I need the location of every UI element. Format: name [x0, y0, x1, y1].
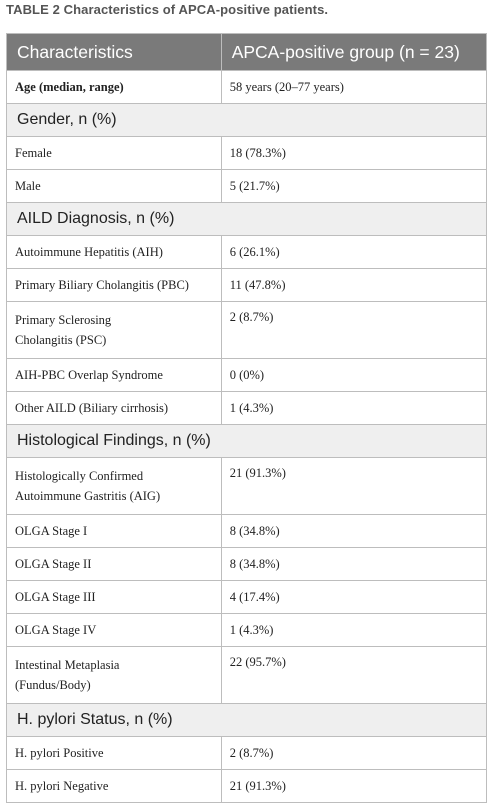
row-value: 0 (0%) [221, 359, 486, 392]
table-row [7, 614, 487, 647]
column-header-characteristics: Characteristics [7, 34, 222, 71]
row-label [7, 458, 222, 515]
section-header-hpylori [7, 704, 487, 737]
table-row [7, 302, 487, 359]
row-label-age: Age (median, range) [7, 71, 222, 104]
row-value: 8 (34.8%) [221, 548, 486, 581]
table-row [7, 71, 487, 104]
table-row [7, 458, 487, 515]
row-label-line: (Fundus/Body) [15, 678, 91, 692]
row-value-age: 58 years (20–77 years) [221, 71, 486, 104]
row-label: OLGA Stage III [7, 581, 222, 614]
table-row [7, 647, 487, 704]
row-label [7, 647, 222, 704]
section-title: Histological Findings, n (%) [7, 425, 487, 458]
row-value: 22 (95.7%) [221, 647, 486, 704]
row-value: 21 (91.3%) [221, 770, 486, 803]
row-value: 18 (78.3%) [221, 137, 486, 170]
section-header-aild [7, 203, 487, 236]
row-label-line: Cholangitis (PSC) [15, 333, 107, 347]
column-header-apca-positive: APCA-positive group (n = 23) [221, 34, 486, 71]
row-label-line: Autoimmune Gastritis (AIG) [15, 489, 161, 503]
row-value: 21 (91.3%) [221, 458, 486, 515]
table-row [7, 269, 487, 302]
row-value: 1 (4.3%) [221, 614, 486, 647]
section-header-gender [7, 104, 487, 137]
table-row [7, 515, 487, 548]
section-header-histology [7, 425, 487, 458]
table-row [7, 581, 487, 614]
row-value: 2 (8.7%) [221, 302, 486, 359]
row-value: 2 (8.7%) [221, 737, 486, 770]
row-value: 11 (47.8%) [221, 269, 486, 302]
row-label: Autoimmune Hepatitis (AIH) [7, 236, 222, 269]
row-label: Male [7, 170, 222, 203]
row-label: Other AILD (Biliary cirrhosis) [7, 392, 222, 425]
table-row [7, 392, 487, 425]
row-label: OLGA Stage IV [7, 614, 222, 647]
characteristics-table [6, 33, 487, 803]
row-label: Female [7, 137, 222, 170]
row-label [7, 302, 222, 359]
table-row [7, 170, 487, 203]
row-label: OLGA Stage II [7, 548, 222, 581]
table-row [7, 548, 487, 581]
row-value: 8 (34.8%) [221, 515, 486, 548]
section-title: H. pylori Status, n (%) [7, 704, 487, 737]
row-label: Primary Biliary Cholangitis (PBC) [7, 269, 222, 302]
row-label: AIH-PBC Overlap Syndrome [7, 359, 222, 392]
table-caption: TABLE 2 Characteristics of APCA-positive patients. [6, 2, 329, 17]
table-row [7, 236, 487, 269]
row-value: 1 (4.3%) [221, 392, 486, 425]
row-value: 5 (21.7%) [221, 170, 486, 203]
section-title: Gender, n (%) [7, 104, 487, 137]
table-row [7, 737, 487, 770]
row-label: H. pylori Positive [7, 737, 222, 770]
section-title: AILD Diagnosis, n (%) [7, 203, 487, 236]
row-value: 6 (26.1%) [221, 236, 486, 269]
row-label-line: Intestinal Metaplasia [15, 658, 120, 672]
row-label-line: Histologically Confirmed [15, 469, 144, 483]
table-row [7, 137, 487, 170]
row-label: OLGA Stage I [7, 515, 222, 548]
row-label-line: Primary Sclerosing [15, 313, 112, 327]
table-row [7, 359, 487, 392]
table-row [7, 770, 487, 803]
row-label: H. pylori Negative [7, 770, 222, 803]
table-header-row [7, 34, 487, 71]
row-value: 4 (17.4%) [221, 581, 486, 614]
